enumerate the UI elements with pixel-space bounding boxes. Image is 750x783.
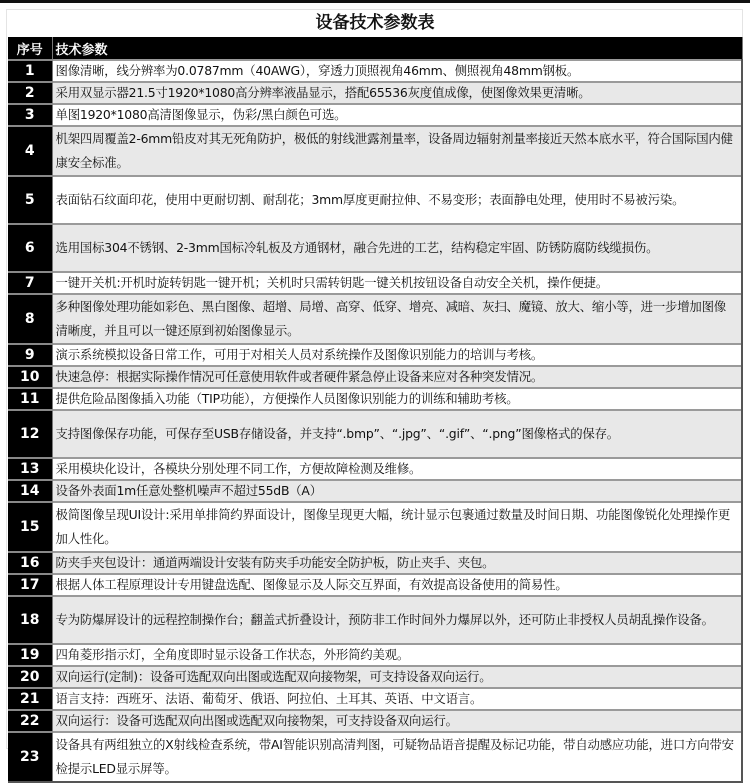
row-serial: 20: [8, 666, 52, 688]
row-serial: 14: [8, 480, 52, 502]
row-serial: 23: [8, 732, 52, 782]
row-serial: 21: [8, 688, 52, 710]
table-row: [8, 272, 742, 294]
row-serial: 12: [8, 410, 52, 458]
row-parameter: 双向运行(定制)：设备可选配双向出图或选配双向接物架，可支持设备双向运行。: [52, 666, 742, 688]
table-row: [8, 596, 742, 644]
row-parameter: 四角菱形指示灯，全角度即时显示设备工作状态，外形简约美观。: [52, 644, 742, 666]
row-serial: 5: [8, 176, 52, 224]
table-row: [8, 366, 742, 388]
table-title: 设备技术参数表: [315, 13, 435, 33]
table-row: [8, 410, 742, 458]
row-parameter: 防夹手夹包设计：通道两端设计安装有防夹手功能安全防护板，防止夹手、夹包。: [52, 552, 742, 574]
row-serial: 9: [8, 344, 52, 366]
row-parameter: 图像清晰，线分辨率为0.0787mm（40AWG），穿透力顶照视角46mm、侧照视角48mm钢板。: [52, 60, 742, 82]
row-serial: 3: [8, 104, 52, 126]
table-row: [8, 710, 742, 732]
row-serial: 8: [8, 294, 52, 344]
row-parameter: 语言支持：西班牙、法语、葡萄牙、俄语、阿拉伯、土耳其、英语、中文语言。: [52, 688, 742, 710]
header-serial: 序号: [8, 37, 52, 60]
row-serial: 2: [8, 82, 52, 104]
table-row: [8, 82, 742, 104]
row-parameter: 选用国标304不锈钢、2-3mm国标冷轧板及方通钢材，融合先进的工艺，结构稳定牢固、防锈防腐防线缆损伤。: [52, 224, 742, 272]
row-serial: 15: [8, 502, 52, 552]
row-parameter: 设备外表面1m任意处整机噪声不超过55dB（A）: [52, 480, 742, 502]
row-parameter: 双向运行：设备可选配双向出图或选配双向接物架，可支持设备双向运行。: [52, 710, 742, 732]
row-parameter: 多种图像处理功能如彩色、黑白图像、超增、局增、高穿、低穿、增亮、减暗、灰扫、魔镜、放大、缩小等，进一步增加图像清晰度，并且可以一键还原到初始图像显示。: [52, 294, 742, 344]
row-parameter: 快速急停：根据实际操作情况可任意使用软件或者硬件紧急停止设备来应对各种突发情况。: [52, 366, 742, 388]
row-serial: 17: [8, 574, 52, 596]
table-row: [8, 574, 742, 596]
table-row: [8, 126, 742, 176]
row-serial: 4: [8, 126, 52, 176]
spec-table: [8, 37, 743, 783]
row-serial: 11: [8, 388, 52, 410]
row-parameter: 一键开关机:开机时旋转钥匙一键开机；关机时只需转钥匙一键关机按钮设备自动安全关机，操作便捷。: [52, 272, 742, 294]
table-row: [8, 688, 742, 710]
table-row: [8, 344, 742, 366]
table-row: [8, 732, 742, 782]
row-parameter: 单图1920*1080高清图像显示，伪彩/黑白颜色可选。: [52, 104, 742, 126]
row-parameter: 设备具有两组独立的X射线检查系统，带AI智能识别高清判图，可疑物品语音提醒及标记功能，带自动感应功能，进口方向带安检提示LED显示屏等。: [52, 732, 742, 782]
row-parameter: 表面钻石纹面印花，使用中更耐切割、耐刮花；3mm厚度更耐拉伸、不易变形；表面静电处理，使用时不易被污染。: [52, 176, 742, 224]
row-parameter: 机架四周覆盖2-6mm铅皮对其无死角防护，极低的射线泄露剂量率，设备周边辐射剂量率接近天然本底水平，符合国际国内健康安全标准。: [52, 126, 742, 176]
row-parameter: 专为防爆屏设计的远程控制操作台；翻盖式折叠设计，预防非工作时间外力爆屏以外，还可防止非授权人员胡乱操作设备。: [52, 596, 742, 644]
table-row: [8, 458, 742, 480]
table-row: [8, 60, 742, 82]
table-row: [8, 388, 742, 410]
top-border: [0, 0, 750, 3]
table-row: [8, 644, 742, 666]
row-parameter: 演示系统模拟设备日常工作，可用于对相关人员对系统操作及图像识别能力的培训与考核。: [52, 344, 742, 366]
row-parameter: 采用双显示器21.5寸1920*1080高分辨率液晶显示，搭配65536灰度值成像，使图像效果更清晰。: [52, 82, 742, 104]
row-serial: 10: [8, 366, 52, 388]
row-serial: 19: [8, 644, 52, 666]
table-row: [8, 666, 742, 688]
row-parameter: 提供危险品图像插入功能（TIP功能），方便操作人员图像识别能力的训练和辅助考核。: [52, 388, 742, 410]
row-parameter: 支持图像保存功能，可保存至USB存储设备，并支持“.bmp”、“.jpg”、“.gif”、“.png”图像格式的保存。: [52, 410, 742, 458]
row-serial: 18: [8, 596, 52, 644]
table-row: [8, 480, 742, 502]
header-parameter: 技术参数: [52, 37, 742, 60]
row-parameter: 根据人体工程原理设计专用键盘选配、图像显示及人际交互界面，有效提高设备使用的简易性。: [52, 574, 742, 596]
row-serial: 22: [8, 710, 52, 732]
row-serial: 1: [8, 60, 52, 82]
row-serial: 13: [8, 458, 52, 480]
table-header-row: [8, 37, 742, 60]
table-row: [8, 552, 742, 574]
table-body: [8, 60, 742, 782]
row-serial: 6: [8, 224, 52, 272]
table-row: [8, 176, 742, 224]
row-parameter: 采用模块化设计，各模块分别处理不同工作，方便故障检测及维修。: [52, 458, 742, 480]
table-row: [8, 104, 742, 126]
table-row: [8, 294, 742, 344]
table-row: [8, 224, 742, 272]
row-serial: 7: [8, 272, 52, 294]
table-row: [8, 502, 742, 552]
row-serial: 16: [8, 552, 52, 574]
row-parameter: 极简图像呈现UI设计:采用单排简约界面设计，图像呈现更大幅，统计显示包裹通过数量及时间日期、功能图像锐化处理操作更加人性化。: [52, 502, 742, 552]
